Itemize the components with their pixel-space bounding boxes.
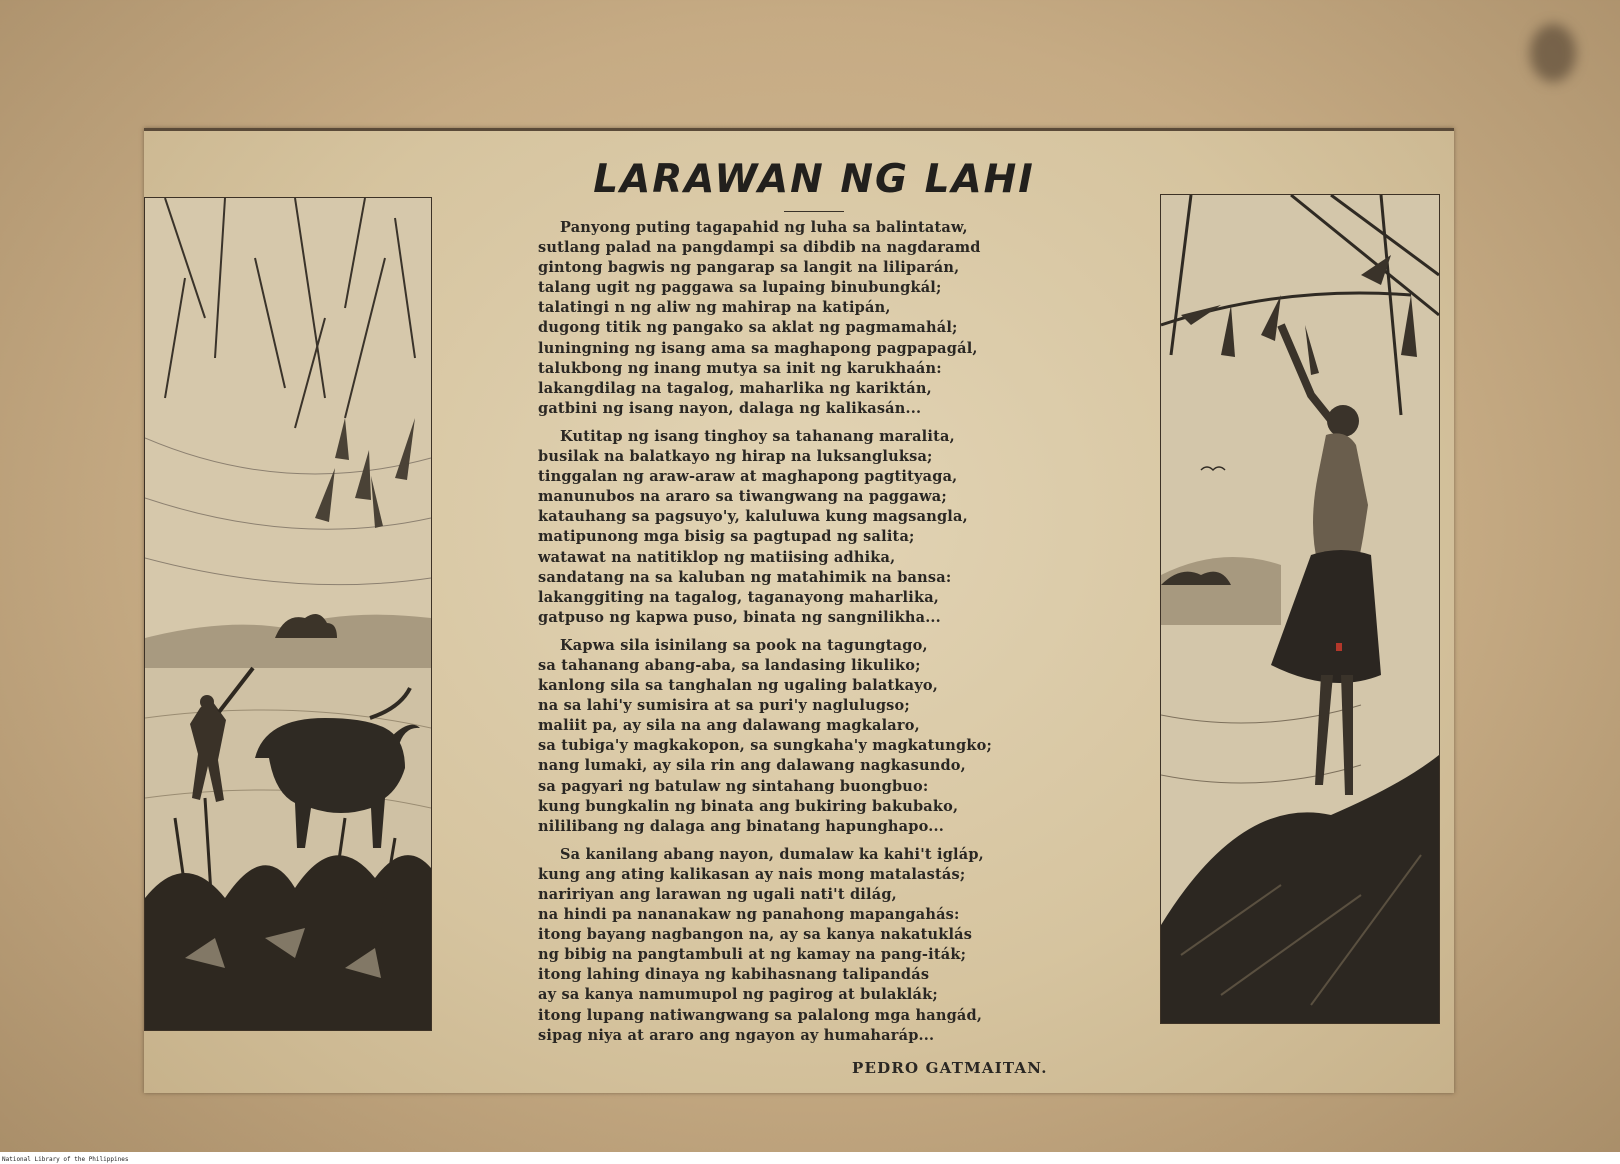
poem-line: kung ang ating kalikasan ay nais mong matalastás; [538,865,966,883]
poem-line: busilak na balatkayo ng hirap na luksangluksa; [538,448,933,466]
poem-line: Kutitap ng isang tinghoy sa tahanang maralita, [560,427,955,445]
poem-line: manunubos na araro sa tiwangwang na paggawa; [538,488,947,506]
poem-line: gatpuso ng kapwa puso, binata ng sangnilikha... [538,608,941,626]
poem-line: sa pagyari ng batulaw ng sintahang buongbuo: [538,777,929,795]
poem-line: nililibang ng dalaga ang binatang hapunghapo... [538,817,944,835]
poem-line: Sa kanilang abang nayon, dumalaw ka kahi't igláp, [560,845,984,863]
woman-waving-illustration [1160,194,1440,1024]
poem-line: gatbini ng isang nayon, dalaga ng kalikasán... [538,399,922,417]
poem-line: Panyong puting tagapahid ng luha sa balintataw, [560,219,968,236]
poem-line: luningning ng isang ama sa maghapong pagpapagál, [538,339,978,357]
poem-line: maliit pa, ay sila na ang dalawang magkalaro, [538,717,920,735]
poem-line: sa tahanang abang-aba, sa landasing likuliko; [538,656,921,674]
poem-line: talang ugit ng paggawa sa lupaing binubungkál; [538,279,942,297]
newspaper-clipping [144,128,1454,1093]
poem-line: na hindi pa nananakaw ng panahong mapangahás: [538,906,960,924]
stanza-3 [538,636,1098,837]
stanza-2 [538,427,1098,628]
poem-line: kanlong sila sa tanghalan ng ugaling balatkayo, [538,677,939,695]
stanza-4 [538,845,1098,1046]
poem-line: na sa lahi'y sumisira at sa puri'y naglulugso; [538,697,910,715]
woman-waving-drawing [1161,195,1439,1023]
poem-line: talatingi n ng aliw ng mahirap na katipán, [538,299,891,317]
poem-line: sutlang palad na pangdampi sa dibdib na nagdaramd [538,239,981,257]
stain-top-right [1530,24,1576,82]
poem-line: itong lupang natiwangwang sa palalong mga hangád, [538,1006,983,1024]
poem-line: sa tubiga'y magkakopon, sa sungkaha'y magkatungko; [538,737,993,755]
poem-line: naririyan ang larawan ng ugali nati't dilág, [538,886,897,903]
farmer-and-carabao-illustration [144,197,432,1031]
poem-line: katauhang sa pagsuyo'y, kaluluwa kung magsangla, [538,508,968,526]
poem-line: watawat na natitiklop ng matiising adhika, [538,548,896,566]
poem-line: itong lahing dinaya ng kabihasnang talipandás [538,966,930,984]
poem-line: sipag niya at araro ang ngayon ay humaharáp... [538,1026,935,1044]
poem-line: dugong titik ng pangako sa aklat ng pagmamahál; [538,319,958,337]
poem-line: nang lumaki, ay sila rin ang dalawang nagkasundo, [538,757,966,775]
poem-body [538,218,1098,1054]
poem-line: ay sa kanya namumupol ng pagirog at bulaklák; [538,986,938,1004]
poem-line: talukbong ng inang mutya sa init ng karukhaán: [538,359,942,377]
poem-line: tinggalan ng araw-araw at maghapong pagtityaga, [538,468,958,486]
poem-line: ng bibig na pangtambuli at ng kamay na pang-iták; [538,946,967,964]
stanza-1 [538,218,1098,419]
poem-line: gintong bagwis ng pangarap sa langit na liliparán, [538,259,960,277]
poem-line: lakangdilag na tagalog, maharlika ng kariktán, [538,379,932,397]
poem-line: lakanggiting na tagalog, taganayong maharlika, [538,588,940,606]
library-credit: National Library of the Philippines [0,1156,1620,1164]
poem-title: LARAWAN NG LAHI [593,157,1035,202]
poem-line: Kapwa sila isinilang sa pook na tagungtago, [560,636,928,654]
poem-line: kung bungkalin ng binata ang bukiring bakubako, [538,797,959,815]
poem-author: PEDRO GATMAITAN. [852,1059,1048,1077]
poem-line: matipunong mga bisig sa pagtupad ng salita; [538,528,915,546]
title-divider [784,211,844,212]
poem-line: sandatang na sa kaluban ng matahimik na bansa: [538,568,952,586]
farmer-and-carabao-drawing [145,198,431,1030]
poem-line: itong bayang nagbangon na, ay sa kanya nakatuklás [538,926,973,944]
